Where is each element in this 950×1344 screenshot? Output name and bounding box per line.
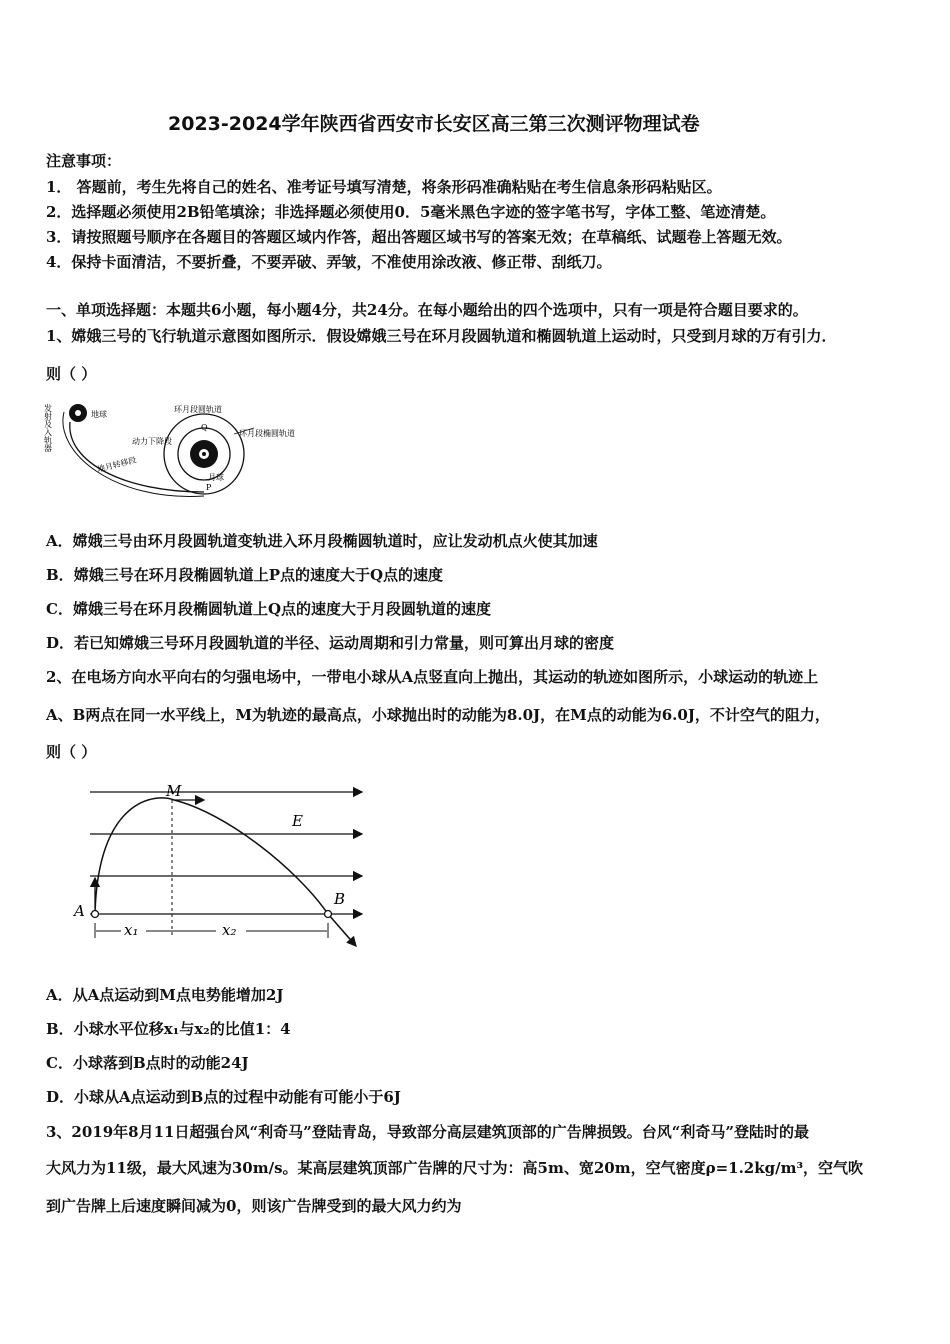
q2-field-figure	[66, 778, 366, 948]
q3-line1: 3、2019年8月11日超强台风“利奇马”登陆青岛，导致部分高层建筑顶部的广告牌损毁。台风“利奇马”登陆时的最	[46, 1123, 810, 1141]
fig1-p-label: P	[206, 483, 212, 492]
fig1-earth-label: 地球	[91, 410, 107, 419]
q2-stem-line2: A、B两点在同一水平线上，M为轨迹的最高点，小球抛出时的动能为8.0J，在M点的动能为6.0J，不计空气的阻力，	[46, 706, 830, 724]
q1-option-a: A．嫦娥三号由环月段圆轨道变轨进入环月段椭圆轨道时，应让发动机点火使其加速	[46, 532, 598, 550]
label-m: M	[166, 782, 182, 800]
label-e: E	[292, 812, 303, 830]
fig1-launch-label: 发射及入轨器	[44, 404, 53, 452]
notice-item-1: 1． 答题前，考生先将自己的姓名、准考证号填写清楚，将条形码准确粘贴在考生信息条形码粘贴区。	[46, 178, 722, 196]
q2-stem-line1: 2、在电场方向水平向右的匀强电场中，一带电小球从A点竖直向上抛出，其运动的轨迹如图所示，小球运动的轨迹上	[46, 668, 819, 686]
section-heading: 一、单项选择题：本题共6小题，每小题4分，共24分。在每小题给出的四个选项中，只有一项是符合题目要求的。	[46, 301, 808, 319]
notice-item-3: 3．请按照题号顺序在各题目的答题区域内作答，超出答题区域书写的答案无效；在草稿纸、试题卷上答题无效。	[46, 228, 792, 246]
fig1-circ-orbit-label: 环月段圆轨道	[174, 405, 222, 414]
q1-option-b: B．嫦娥三号在环月段椭圆轨道上P点的速度大于Q点的速度	[46, 566, 444, 584]
q1-stem-line1: 1、嫦娥三号的飞行轨道示意图如图所示．假设嫦娥三号在环月段圆轨道和椭圆轨道上运动时，只受到月球的万有引力．	[46, 327, 837, 345]
page-title: 2023-2024学年陕西省西安市长安区高三第三次测评物理试卷	[168, 113, 700, 135]
label-a: A	[74, 902, 85, 920]
q1-option-d: D．若已知嫦娥三号环月段圆轨道的半径、运动周期和引力常量，则可算出月球的密度	[46, 634, 615, 652]
fig1-ellipse-orbit-label: 环月段椭圆轨道	[239, 429, 295, 438]
q1-option-c: C．嫦娥三号在环月段椭圆轨道上Q点的速度大于月段圆轨道的速度	[46, 600, 492, 618]
notice-heading: 注意事项：	[46, 152, 122, 170]
label-b: B	[334, 890, 346, 908]
q2-option-a: A．从A点运动到M点电势能增加2J	[46, 986, 284, 1004]
q3-line2: 大风力为11级，最大风速为30m/s。某高层建筑顶部广告牌的尺寸为：高5m、宽20m，空气密度ρ=1.2kg/m³，空气吹	[46, 1159, 864, 1177]
transfer-trajectory	[70, 422, 204, 492]
q2-option-b: B．小球水平位移x₁与x₂的比值1：4	[46, 1020, 291, 1038]
q1-orbit-figure	[44, 392, 314, 504]
q2-option-d: D．小球从A点运动到B点的过程中动能有可能小于6J	[46, 1088, 401, 1106]
notice-item-2: 2．选择题必须使用2B铅笔填涂；非选择题必须使用0．5毫米黑色字迹的签字笔书写，字体工整、笔迹清楚。	[46, 203, 776, 221]
fig1-q-label: Q	[201, 423, 208, 432]
point-a	[92, 911, 99, 918]
fig1-moon-label: 月球	[208, 473, 224, 482]
label-x1: x₁	[124, 921, 139, 939]
q1-stem-line2: 则（ ）	[46, 365, 97, 383]
notice-item-4: 4．保持卡面清洁，不要折叠，不要弄破、弄皱，不准使用涂改液、修正带、刮纸刀。	[46, 253, 612, 271]
q2-stem-line3: 则（ ）	[46, 743, 97, 761]
point-b	[325, 911, 332, 918]
q2-option-c: C．小球落到B点时的动能24J	[46, 1054, 249, 1072]
q3-line3: 到广告牌上后速度瞬间减为0，则该广告牌受到的最大风力约为	[46, 1197, 462, 1215]
label-x2: x₂	[222, 921, 237, 939]
fig1-power-descent-label: 动力下降段	[132, 437, 172, 446]
fig1-transfer-label: 地月转移段	[96, 455, 138, 474]
